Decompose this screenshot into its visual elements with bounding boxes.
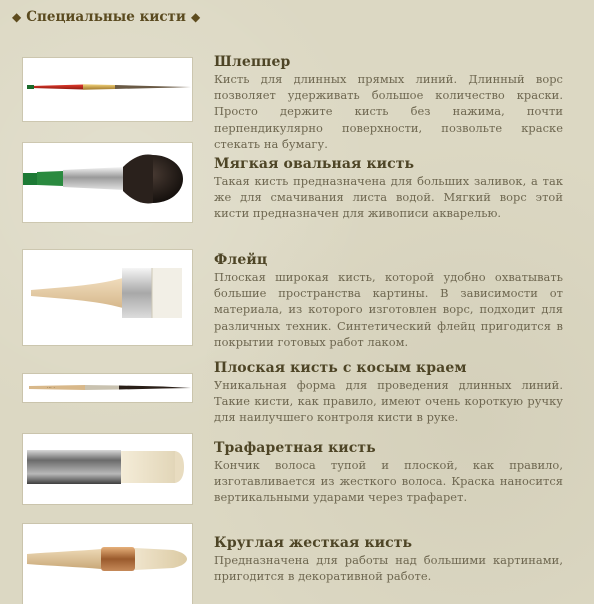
item-description: Такая кисть предназначена для больших заливок, а так же для смачивания листа водой. Мягкий ворс этой кисти предназначен для живописи акварелью. — [214, 174, 563, 221]
liner-brush-image — [23, 58, 192, 121]
item-title: Плоская кисть с косым краем — [214, 360, 467, 376]
item-description: Кисть для длинных прямых линий. Длинный ворс позволяет удерживать большое количество краски. Просто держите кисть без нажима, почти перпендикулярно поверхности, позвольте краске стекать на бумагу. — [214, 72, 563, 151]
item-title: Круглая жесткая кисть — [214, 535, 413, 551]
angled-brush-image — [23, 374, 192, 402]
stencil-brush-image — [23, 434, 192, 504]
item-title: Шлеппер — [214, 54, 291, 70]
diamond-icon: ◆ — [12, 10, 22, 24]
item-title: Трафаретная кисть — [214, 440, 376, 456]
flat-wide-brush-image — [23, 250, 192, 345]
item-description: Уникальная форма для проведения длинных линий. Такие кисти, как правило, имеют очень короткую ручку для наилучшего контроля кисти в руке. — [214, 378, 563, 425]
item-title: Мягкая овальная кисть — [214, 156, 415, 172]
item-title: Флейц — [214, 252, 268, 268]
item-description: Кончик волоса тупой и плоской, как правило, изготавливается из жесткого волоса. Краска наносится вертикальными ударами через трафарет. — [214, 458, 563, 505]
round-stiff-brush-image — [23, 524, 192, 604]
section-header — [12, 9, 200, 25]
item-description: Плоская широкая кисть, которой удобно охватывать большие пространства картины. В зависимости от материала, из которого изготовлен ворс, подходит для различных техник. Синтетический флейц пригодится в покрытии готовых работ лаком. — [214, 270, 563, 349]
soft-oval-brush-image — [23, 143, 192, 222]
item-description: Предназначена для работы над большими картинами, пригодится в декоративной работе. — [214, 553, 563, 584]
diamond-icon: ◆ — [190, 10, 201, 24]
section-title: Специальные кисти — [26, 9, 186, 25]
svg-text:··· ·: ··· · — [47, 385, 55, 391]
